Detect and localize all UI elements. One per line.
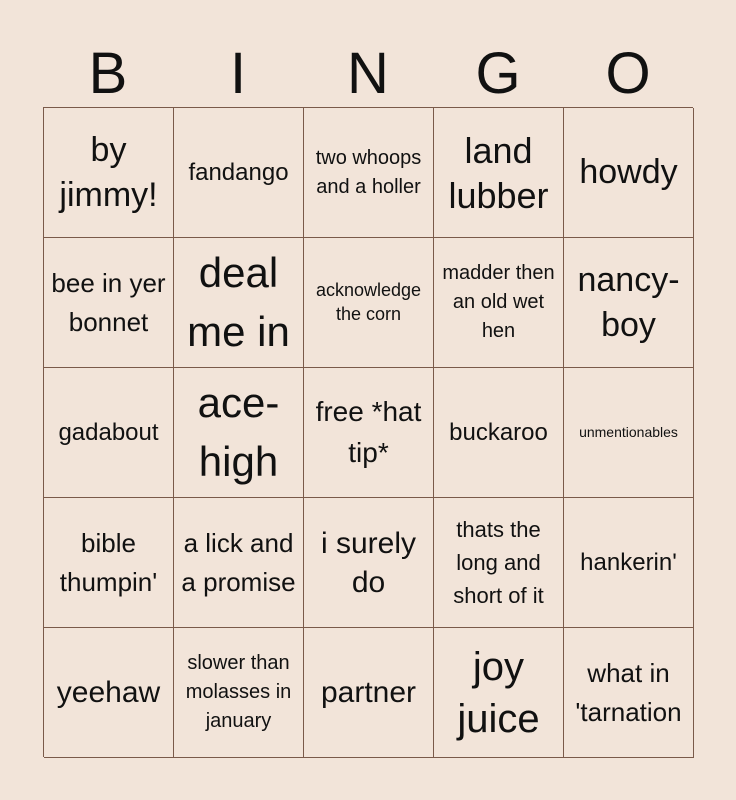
cell-text: two whoops and a holler bbox=[315, 146, 422, 198]
bingo-cell[interactable] bbox=[174, 238, 304, 368]
cell-text: howdy bbox=[579, 153, 678, 192]
cell-text: nancy-boy bbox=[577, 261, 680, 344]
bingo-cell[interactable] bbox=[304, 368, 434, 498]
bingo-cell[interactable] bbox=[44, 108, 174, 238]
cell-text: ace-high bbox=[197, 378, 280, 485]
cell-text: a lick and a promise bbox=[181, 527, 296, 597]
cell-text: land lubber bbox=[448, 129, 549, 216]
bingo-cell[interactable] bbox=[44, 238, 174, 368]
cell-text: madder then an old wet hen bbox=[442, 262, 555, 342]
cell-text: joy juice bbox=[457, 644, 540, 741]
bingo-cell[interactable] bbox=[44, 368, 174, 498]
bingo-cell[interactable] bbox=[304, 628, 434, 758]
bingo-cell[interactable] bbox=[434, 628, 564, 758]
bingo-cell[interactable] bbox=[304, 108, 434, 238]
cell-text: deal me in bbox=[187, 248, 290, 355]
bingo-cell[interactable] bbox=[304, 498, 434, 628]
cell-text: bee in yer bonnet bbox=[51, 267, 166, 337]
header-letter-b: B bbox=[88, 41, 128, 106]
bingo-cell[interactable] bbox=[174, 498, 304, 628]
bingo-cell[interactable] bbox=[44, 628, 174, 758]
cell-text: what in 'tarnation bbox=[575, 657, 682, 727]
cell-text: hankerin' bbox=[580, 548, 677, 576]
cell-text: by jimmy! bbox=[59, 131, 158, 214]
header-letter-i: I bbox=[229, 41, 247, 106]
bingo-cell[interactable] bbox=[564, 498, 694, 628]
cell-text: acknowledge the corn bbox=[315, 280, 422, 324]
bingo-cell[interactable] bbox=[564, 108, 694, 238]
bingo-card bbox=[43, 107, 693, 757]
cell-text: yeehaw bbox=[56, 676, 161, 709]
bingo-cell[interactable] bbox=[174, 108, 304, 238]
bingo-header bbox=[43, 40, 693, 108]
bingo-cell[interactable] bbox=[564, 368, 694, 498]
bingo-cell[interactable] bbox=[304, 238, 434, 368]
bingo-cell[interactable] bbox=[434, 498, 564, 628]
cell-text: slower than molasses in january bbox=[185, 652, 292, 732]
bingo-cell[interactable] bbox=[434, 368, 564, 498]
bingo-cell[interactable] bbox=[174, 368, 304, 498]
cell-text: buckaroo bbox=[449, 418, 548, 446]
cell-text: gadabout bbox=[58, 418, 159, 446]
bingo-cell[interactable] bbox=[434, 238, 564, 368]
header-letter-n: N bbox=[347, 41, 389, 106]
bingo-cell[interactable] bbox=[564, 628, 694, 758]
cell-text: partner bbox=[320, 676, 417, 709]
cell-text: unmentionables bbox=[579, 424, 678, 441]
cell-text: thats the long and short of it bbox=[453, 517, 544, 608]
cell-text: free *hat tip* bbox=[315, 395, 422, 468]
bingo-cell[interactable] bbox=[434, 108, 564, 238]
cell-text: bible thumpin' bbox=[59, 527, 158, 597]
header-letter-g: G bbox=[475, 41, 521, 106]
bingo-cell[interactable] bbox=[564, 238, 694, 368]
cell-text: i surely do bbox=[320, 526, 417, 599]
cell-text: fandango bbox=[188, 158, 289, 186]
header-letter-o: O bbox=[605, 41, 651, 106]
bingo-cell[interactable] bbox=[44, 498, 174, 628]
bingo-cell[interactable] bbox=[174, 628, 304, 758]
